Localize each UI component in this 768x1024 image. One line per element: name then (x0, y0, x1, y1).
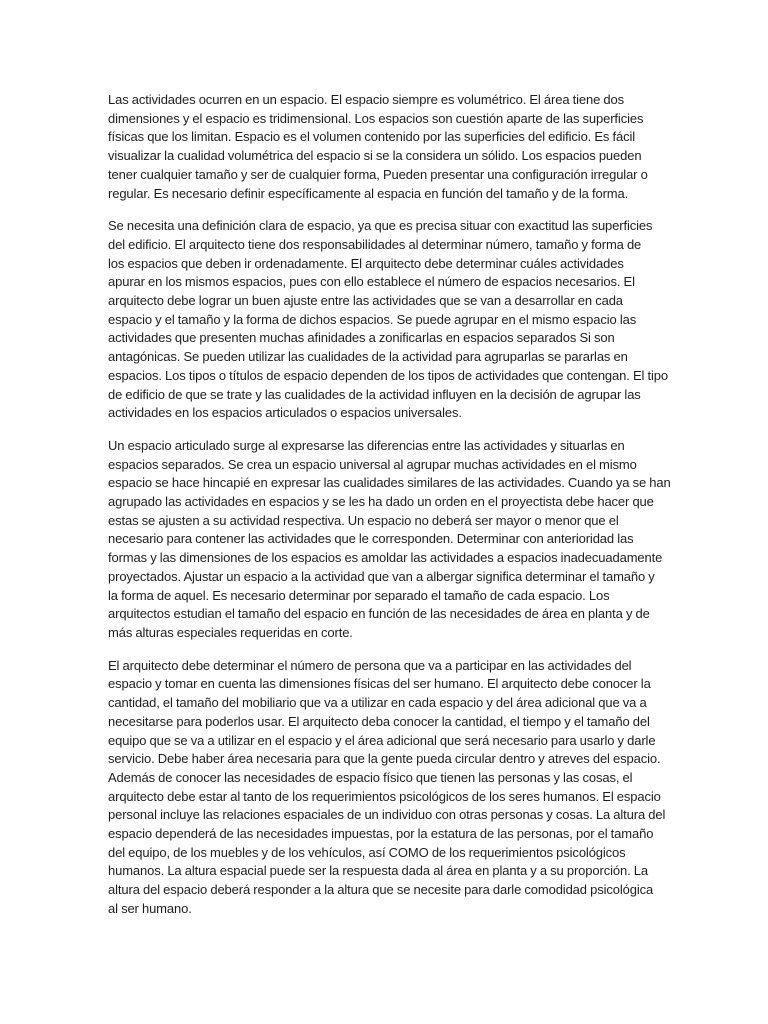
text-line: estas se ajusten a su actividad respectiva. Un espacio no deberá ser mayor o menor que el (108, 512, 619, 528)
text-line: arquitecto debe estar al tanto de los requerimientos psicológicos de los seres humanos. El espacio (108, 788, 661, 804)
text-line: humanos. La altura espacial puede ser la respuesta dada al área en planta y a su proporción. La (108, 863, 648, 879)
text-line: al ser humano. (108, 900, 192, 916)
text-line: espacios separados. Se crea un espacio universal al agrupar muchas actividades en el mismo (108, 456, 637, 472)
text-line: El arquitecto debe determinar el número de persona que va a participar en las actividades del (108, 657, 632, 673)
paragraph-2 (108, 217, 672, 423)
text-line: agrupado las actividades en espacios y se les ha dado un orden en el proyectista debe hacer que (108, 494, 654, 510)
paragraph-1 (108, 91, 672, 203)
text-line: Un espacio articulado surge al expresarse las diferencias entre las actividades y situarlas en (108, 437, 625, 453)
text-line: equipo que se va a utilizar en el espacio y el área adicional que será necesario para usarlo y darle (108, 732, 656, 748)
text-line: de edificio de que se trate y las cualidades de la actividad influyen en la decisión de agrupar las (108, 386, 641, 402)
text-line: actividades que presenten muchas afinidades a zonificarlas en espacios separados Si son (108, 330, 615, 346)
text-line: más alturas especiales requeridas en corte. (108, 624, 353, 640)
text-line: antagónicas. Se pueden utilizar las cualidades de la actividad para agruparlas se pararlas en (108, 349, 628, 365)
text-line: tener cualquier tamaño y ser de cualquier forma, Pueden presentar una configuración irregular o (108, 166, 648, 182)
paragraph-3 (108, 437, 672, 643)
text-line: espacios. Los tipos o títulos de espacio dependen de los tipos de actividades que contengan. El tipo (108, 367, 668, 383)
text-line: necesitarse para poderlos usar. El arquitecto deba conocer la cantidad, el tiempo y el tamaño del (108, 713, 650, 729)
paragraph-4 (108, 657, 672, 919)
text-line: físicas que los limitan. Espacio es el volumen contenido por las superficies del edificio. Es fácil (108, 129, 635, 145)
text-line: Además de conocer las necesidades de espacio físico que tienen las personas y las cosas, el (108, 769, 633, 785)
text-line: espacio y tomar en cuenta las dimensiones físicas del ser humano. El arquitecto debe conocer la (108, 676, 651, 692)
text-line: necesario para contener las actividades que le corresponden. Determinar con anterioridad las (108, 531, 634, 547)
text-line: actividades en los espacios articulados o espacios universales. (108, 405, 462, 421)
text-line: Se necesita una definición clara de espacio, ya que es precisa situar con exactitud las superficies (108, 218, 653, 234)
text-line: espacio se hace hincapié en expresar las cualidades similares de las actividades. Cuando ya se han (108, 475, 671, 491)
text-line: dimensiones y el espacio es tridimensional. Los espacios son cuestión aparte de las superficies (108, 110, 644, 126)
text-line: regular. Es necesario definir específicamente al espacia en función del tamaño y de la forma. (108, 185, 629, 201)
text-line: del edificio. El arquitecto tiene dos responsabilidades al determinar número, tamaño y forma de (108, 236, 642, 252)
text-line: la forma de aquel. Es necesario determinar por separado el tamaño de cada espacio. Los (108, 587, 610, 603)
text-line: Las actividades ocurren en un espacio. El espacio siempre es volumétrico. El área tiene dos (108, 92, 625, 107)
text-line: los espacios que deben ir ordenadamente. El arquitecto debe determinar cuáles actividades (108, 255, 624, 271)
text-line: cantidad, el tamaño del mobiliario que va a utilizar en cada espacio y del área adicional que va a (108, 695, 647, 711)
text-line: espacio dependerá de las necesidades impuestas, por la estatura de las personas, por el tamaño (108, 826, 654, 842)
text-line: proyectados. Ajustar un espacio a la actividad que van a albergar significa determinar el tamaño y (108, 568, 655, 584)
text-line: visualizar la cualidad volumétrica del espacio si se la considera un sólido. Los espacios pueden (108, 148, 642, 164)
text-line: arquitecto debe lograr un buen ajuste entre las actividades que se van a desarrollar en cada (108, 293, 623, 309)
text-line: servicio. Debe haber área necesaria para que la gente pueda circular dentro y atreves del espacio. (108, 751, 661, 767)
text-line: del equipo, de los muebles y de los vehículos, así COMO de los requerimientos psicológicos (108, 844, 626, 860)
text-line: altura del espacio deberá responder a la altura que se necesite para darle comodidad psicológica (108, 882, 654, 898)
text-line: personal incluye las relaciones espaciales de un individuo con otras personas y cosas. La altura del (108, 807, 666, 823)
text-line: espacio y el tamaño y la forma de dichos espacios. Se puede agrupar en el mismo espacio las (108, 311, 637, 327)
text-line: arquitectos estudian el tamaño del espacio en función de las necesidades de área en planta y de (108, 606, 650, 622)
text-line: apurar en los mismos espacios, pues con ello establece el número de espacios necesarios. El (108, 274, 635, 290)
text-line: formas y las dimensiones de los espacios es amoldar las actividades a espacios inadecuadamente (108, 550, 663, 566)
